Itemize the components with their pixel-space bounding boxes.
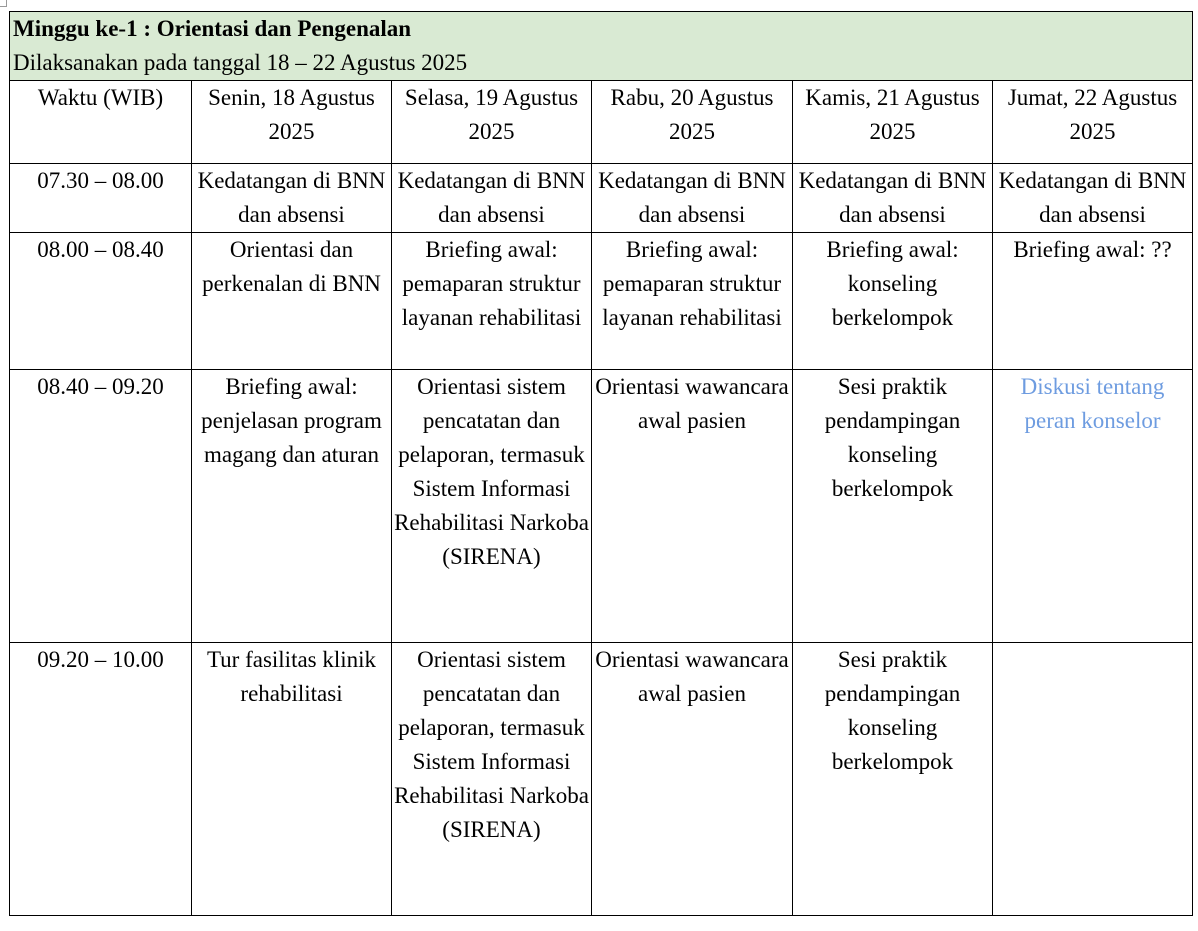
time-slot-cell: 08.00 – 08.40 <box>10 233 192 370</box>
time-slot-cell: 09.20 – 10.00 <box>10 643 192 916</box>
column-header-tuesday: Selasa, 19 Agustus 2025 <box>392 81 592 164</box>
week-header-row <box>10 12 1193 81</box>
activity-cell: Briefing awal: penjelasan program magang dan aturan <box>192 370 392 643</box>
column-header-thursday: Kamis, 21 Agustus 2025 <box>793 81 993 164</box>
activity-cell: Kedatangan di BNN dan absensi <box>793 164 993 233</box>
activity-cell: Kedatangan di BNN dan absensi <box>192 164 392 233</box>
activity-cell: Briefing awal: ?? <box>993 233 1193 370</box>
week-title: Minggu ke-1 : Orientasi dan Pengenalan <box>13 16 412 41</box>
column-header-friday: Jumat, 22 Agustus 2025 <box>993 81 1193 164</box>
column-header-time: Waktu (WIB) <box>10 81 192 164</box>
time-slot-cell: 07.30 – 08.00 <box>10 164 192 233</box>
table-row <box>10 370 1193 643</box>
activity-cell: Kedatangan di BNN dan absensi <box>592 164 793 233</box>
week-date-range: Dilaksanakan pada tanggal 18 – 22 Agustus 2025 <box>13 50 468 75</box>
activity-cell: Briefing awal: pemaparan struktur layanan rehabilitasi <box>392 233 592 370</box>
activity-cell: Briefing awal: pemaparan struktur layanan rehabilitasi <box>592 233 793 370</box>
activity-cell: Briefing awal: konseling berkelompok <box>793 233 993 370</box>
table-row <box>10 164 1193 233</box>
column-header-row <box>10 81 1193 164</box>
activity-cell: Tur fasilitas klinik rehabilitasi <box>192 643 392 916</box>
activity-cell: Orientasi sistem pencatatan dan pelaporan, termasuk Sistem Informasi Rehabilitasi Narkoba (SIRENA) <box>392 643 592 916</box>
activity-cell: Sesi praktik pendampingan konseling berkelompok <box>793 370 993 643</box>
activity-cell-empty <box>993 643 1193 916</box>
activity-cell: Sesi praktik pendampingan konseling berkelompok <box>793 643 993 916</box>
activity-cell-draft: Diskusi tentang peran konselor <box>993 370 1193 643</box>
activity-cell: Orientasi dan perkenalan di BNN <box>192 233 392 370</box>
activity-cell: Orientasi wawancara awal pasien <box>592 643 793 916</box>
column-header-wednesday: Rabu, 20 Agustus 2025 <box>592 81 793 164</box>
time-slot-cell: 08.40 – 09.20 <box>10 370 192 643</box>
table-row <box>10 233 1193 370</box>
week-header-cell <box>10 12 1193 81</box>
page-corner-mark <box>6 0 7 7</box>
activity-cell: Kedatangan di BNN dan absensi <box>993 164 1193 233</box>
activity-cell: Orientasi wawancara awal pasien <box>592 370 793 643</box>
activity-cell: Orientasi sistem pencatatan dan pelaporan, termasuk Sistem Informasi Rehabilitasi Narkoba (SIRENA) <box>392 370 592 643</box>
table-row <box>10 643 1193 916</box>
column-header-monday: Senin, 18 Agustus 2025 <box>192 81 392 164</box>
schedule-table <box>9 11 1193 916</box>
activity-cell: Kedatangan di BNN dan absensi <box>392 164 592 233</box>
